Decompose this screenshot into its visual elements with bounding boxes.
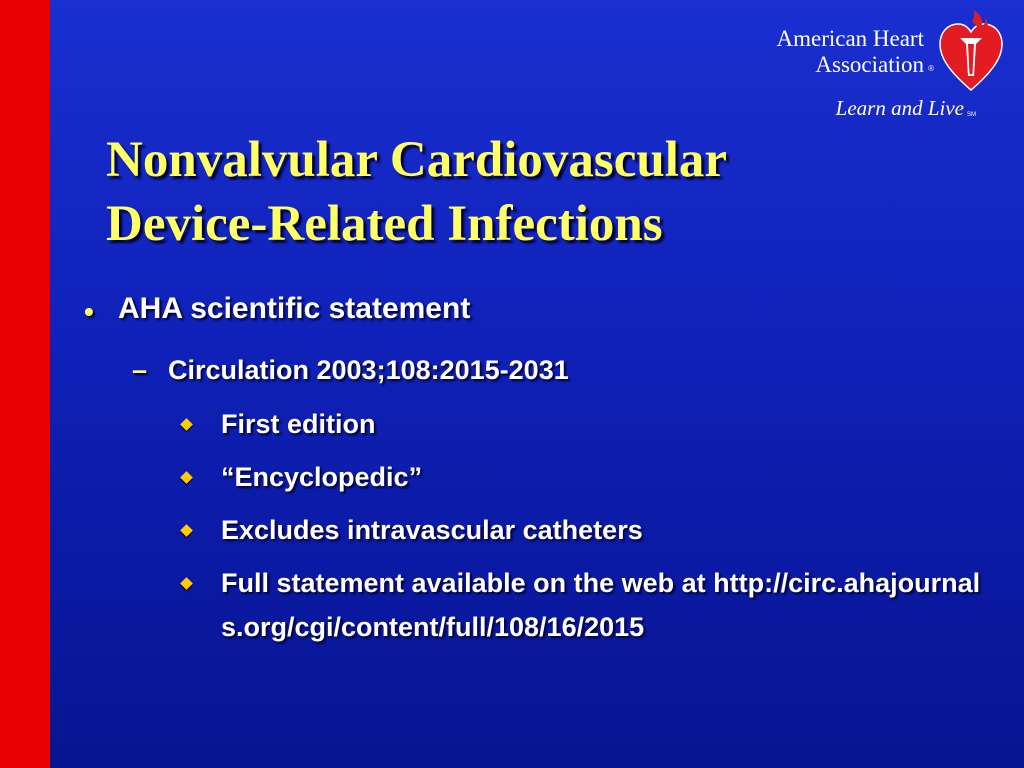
diamond-bullet-icon xyxy=(180,524,193,537)
logo-service-mark: SM xyxy=(967,112,976,118)
diamond-bullet-icon xyxy=(180,577,193,590)
citation-text: Circulation 2003;108:2015-2031 xyxy=(168,355,569,385)
point-text: “Encyclopedic” xyxy=(221,462,423,492)
point-text: First edition xyxy=(221,409,376,439)
logo-registered-mark: ® xyxy=(928,64,934,73)
bullet-dot-icon: • xyxy=(84,296,94,327)
point-text: Full statement available on the web at http://circ.ahajournals.org/cgi/content/full/108/16/2015 xyxy=(221,568,981,642)
diamond-bullet-icon xyxy=(180,471,193,484)
logo-tagline: Learn and Live xyxy=(835,96,964,120)
dash-marker-icon: – xyxy=(132,355,148,385)
diamond-bullet-icon xyxy=(180,418,193,431)
title-line-2: Device-Related Infections xyxy=(106,196,663,252)
logo-org-line2: Association xyxy=(815,52,924,77)
title-line-1: Nonvalvular Cardiovascular xyxy=(106,132,728,188)
logo-org-line1: American Heart xyxy=(776,26,924,51)
bullet-text: AHA scientific statement xyxy=(118,292,471,325)
point-text: Excludes intravascular catheters xyxy=(221,515,643,545)
